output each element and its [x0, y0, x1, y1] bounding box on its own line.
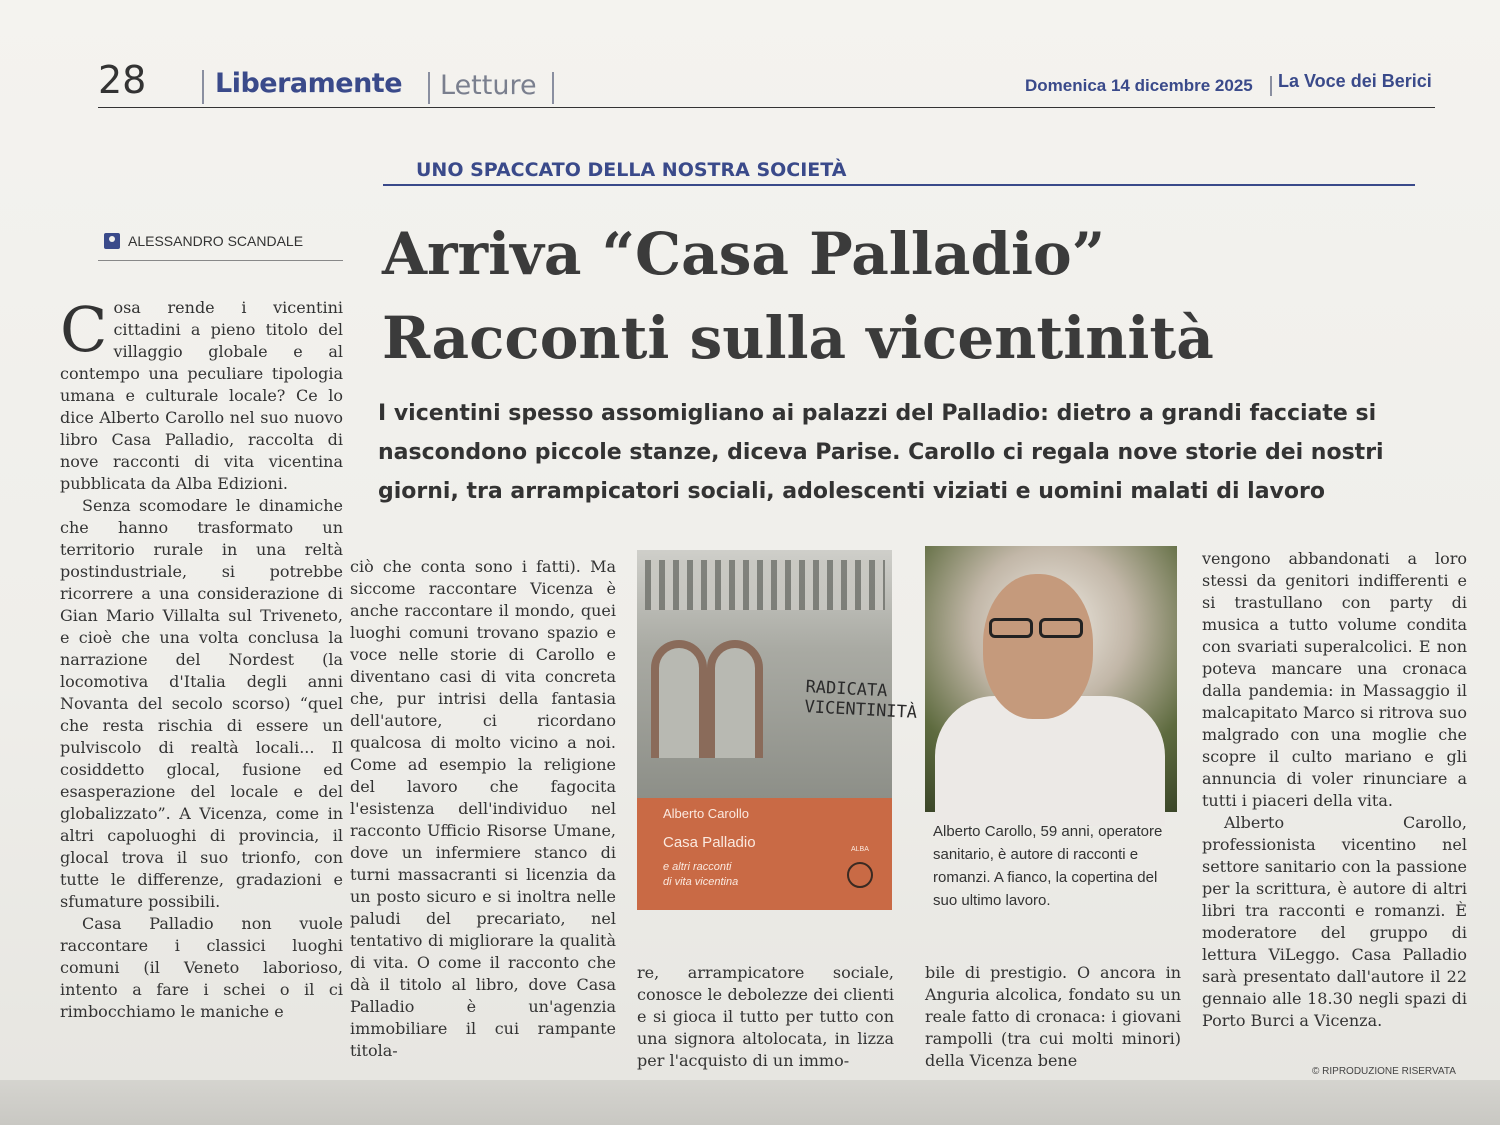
- publisher-logo-text: ALBA: [851, 846, 869, 853]
- cover-author: Alberto Carollo: [663, 806, 749, 821]
- page-number: 28: [98, 58, 147, 102]
- drop-cap: C: [60, 293, 108, 366]
- issue-date: Domenica 14 dicembre 2025: [1025, 76, 1253, 95]
- author-icon: [104, 233, 120, 249]
- header-divider: [552, 72, 554, 104]
- byline-rule: [98, 260, 343, 261]
- arch-graphic: [651, 640, 707, 758]
- standfirst: [378, 394, 1448, 511]
- author-photo: [925, 546, 1177, 812]
- copyright-notice: © RIPRODUZIONE RISERVATA: [1312, 1066, 1456, 1077]
- paragraph: Alberto Carollo, professionista vicentino nel settore sanitario con la passione per la scrittura, è autore di altri libri tra racconti e romanzi. È moderatore del gruppo di lettura ViLeggo. Casa Palladio sarà presentato dall'autore il 22 gennaio alle 18.30 negli spazi di Porto Burci a Vicenza.: [1202, 813, 1467, 1030]
- standfirst-line: I vicentini spesso assomigliano ai palazzi del Palladio: dietro a grandi facciate si: [378, 401, 1377, 426]
- paragraph: Casa Palladio non vuole raccontare i classici luoghi comuni (il Veneto laborioso, intento a fare i schei o il ci rimbocchiamo le maniche e: [60, 914, 343, 1021]
- paragraph: bile di prestigio. O ancora in Anguria alcolica, fondato su un reale fatto di cronaca: i giovani rampolli (tra cui molti minori) della Vicenza bene: [925, 963, 1181, 1070]
- headline-line: Arriva “Casa Palladio”: [382, 220, 1106, 288]
- standfirst-line: giorni, tra arrampicatori sociali, adolescenti viziati e uomini malati di lavoro: [378, 479, 1325, 504]
- header-divider: [1270, 76, 1272, 96]
- article-column-5: [1202, 548, 1467, 1060]
- paragraph: vengono abbandonati a loro stessi da genitori indifferenti e si trastullano con party di musica a tutto volume condita con svariati superalcolici. E non poteva mancare una cronaca dalla pandemia: in Massaggio il malcapitato Marco si ritrova suo malgrado con una moglie che scopre il culto mariano e gli annuncia di voler rinunciare a tutti i piaceri della vita.: [1202, 549, 1467, 810]
- arch-graphic: [707, 640, 763, 758]
- article-kicker: UNO SPACCATO DELLA NOSTRA SOCIETÀ: [416, 159, 847, 181]
- article-column-3: [637, 962, 894, 1074]
- photo-caption: Alberto Carollo, 59 anni, operatore sanitario, è autore di racconti e romanzi. A fianco, la copertina del suo ultimo lavoro.: [933, 823, 1163, 909]
- standfirst-line: nascondono piccole stanze, diceva Parise. Carollo ci regala nove storie dei nostri: [378, 440, 1384, 465]
- headline-line: Racconti sulla vicentinità: [382, 304, 1214, 372]
- book-cover-image: [637, 550, 918, 910]
- publisher-logo-icon: [847, 862, 873, 888]
- balustrade-graphic: [645, 560, 885, 610]
- page-bottom-edge: [0, 1080, 1500, 1125]
- paragraph: ciò che conta sono i fatti). Ma siccome raccontare Vicenza è anche raccontare il mondo, quei luoghi comuni trovano spazio e voce nelle storie di Carollo e diventano casi di vita concreta che, pur intrisi della fantasia dell'autore, ci ricordano qualcosa di molto vicino a noi. Come ad esempio la religione del lavoro che fagocita l'esistenza dell'individuo nel racconto Ufficio Risorse Umane, dove un infermiere stanco di turni massacranti si licenzia da un posto sicuro e si inoltra nelle paludi del precariato, nel tentativo di migliorare la qualità di vita. O come il racconto che dà il titolo al libro, dove Casa Palladio è un'agenzia immobiliare il cui rampante titola-: [350, 557, 616, 1060]
- section-title: Liberamente: [215, 68, 403, 99]
- cover-title: Casa Palladio: [663, 834, 756, 851]
- paragraph: Senza scomodare le dinamiche che hanno trasformato un territorio rurale in una reltà postindustriale, si potrebbe ricorrere a una considerazione di Gian Mario Villalta sul Triveneto, e cioè che una volta conclusa la narrazione del Nordest (la locomotiva d'Italia degli anni Novanta del secolo scorso) “quel che resta rischia di essere un pulviscolo di realtà locali... Il cosiddetto glocal, fusione ed esasperazione del locale e del globalizzato”. A Vicenza, come in altri capoluoghi di provincia, il glocal trova il suo trionfo, con tutte le differenze, gradazioni e sfumature possibili.: [60, 496, 343, 911]
- photo-glasses: [989, 618, 1089, 638]
- headline: [382, 212, 1382, 380]
- paragraph: re, arrampicatore sociale, conosce le debolezze dei clienti e si gioca il tutto per tutto con una signora altolocata, in lizza per l'acquisto di un immo-: [637, 963, 894, 1070]
- header-rule: [98, 107, 1435, 108]
- article-column-1: [60, 293, 343, 1074]
- author-name: ALESSANDRO SCANDALE: [128, 233, 304, 249]
- header-divider: [428, 72, 430, 104]
- byline: [104, 233, 303, 249]
- header-divider: [202, 70, 204, 104]
- cover-subtitle: e altri racconti di vita vicentina: [663, 861, 739, 888]
- photo-head: [983, 574, 1093, 719]
- kicker-rule: [383, 184, 1415, 186]
- subsection-title: Letture: [440, 70, 537, 101]
- cover-band: [637, 798, 892, 910]
- paragraph-text: osa rende i vicentini cittadini a pieno titolo del villaggio globale e al contempo una peculiare tipologia umana e culturale locale? Ce lo dice Alberto Carollo nel suo nuovo libro Casa Palladio, raccolta di nove racconti di vita vicentina pubblicata da Alba Edizioni.: [60, 298, 343, 493]
- newspaper-name: La Voce dei Berici: [1278, 71, 1432, 91]
- article-column-2: [350, 556, 616, 1076]
- graffiti-text: RADICATA VICENTINITÀ: [804, 677, 918, 723]
- paragraph: [60, 293, 343, 495]
- cover-photo: [637, 550, 918, 798]
- article-column-4: [925, 962, 1181, 1074]
